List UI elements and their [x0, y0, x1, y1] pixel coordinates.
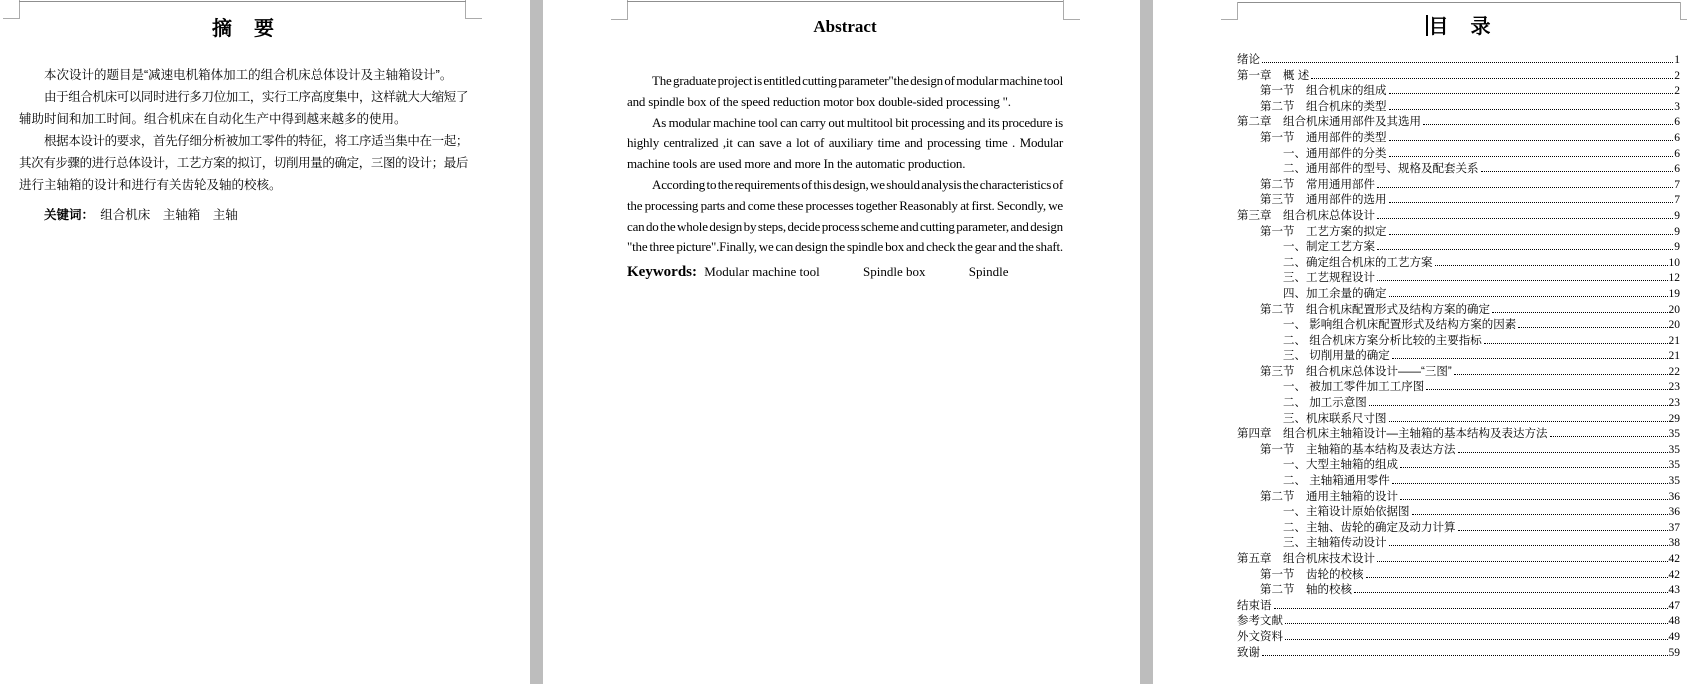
toc-entry-text: 第二节 常用通用部件: [1260, 178, 1375, 191]
page-title-cn-abstract: [19, 16, 468, 42]
dot-leader: [1311, 77, 1673, 79]
toc-entry[interactable]: [1237, 69, 1680, 85]
dot-leader: [1262, 61, 1673, 63]
toc-entry[interactable]: [1237, 53, 1680, 69]
dot-leader: [1389, 108, 1674, 110]
dot-leader: [1458, 451, 1668, 453]
toc-entry-page-number: 35: [1668, 459, 1680, 472]
toc-entry-page-number: 36: [1668, 490, 1680, 503]
dot-leader: [1412, 513, 1668, 515]
toc-entry[interactable]: [1237, 271, 1680, 287]
keywords-label: Keywords:: [627, 264, 697, 281]
dot-leader: [1423, 123, 1673, 125]
toc-entry-page-number: 21: [1668, 334, 1680, 347]
dot-leader: [1377, 560, 1668, 562]
toc-entry-page-number: 42: [1668, 568, 1680, 581]
page-title-text: 摘 要: [212, 18, 275, 40]
toc-entry-page-number: 59: [1668, 646, 1680, 659]
dot-leader: [1400, 466, 1668, 468]
toc-entry-page-number: 29: [1668, 412, 1680, 425]
keyword-term: Spindle box: [863, 264, 926, 280]
toc-entry[interactable]: [1237, 474, 1680, 490]
toc-entry[interactable]: [1237, 178, 1680, 194]
toc-entry-page-number: 9: [1674, 209, 1680, 222]
toc-entry-page-number: 6: [1674, 116, 1680, 129]
toc-entry-page-number: 35: [1668, 428, 1680, 441]
page-title-toc: [1237, 14, 1680, 41]
dot-leader: [1285, 622, 1668, 624]
keywords-line-en: [627, 261, 1063, 283]
toc-entry-page-number: 35: [1668, 443, 1680, 456]
toc-entry-page-number: 37: [1668, 521, 1680, 534]
dot-leader: [1366, 576, 1668, 578]
toc-entry-text: 一、 影响组合机床配置形式及结构方案的因素: [1283, 319, 1517, 332]
toc-entry[interactable]: [1237, 490, 1680, 506]
text-line: As modular machine tool can carry out multitool bit processing and its procedure is: [652, 114, 1063, 130]
toc-entry-text: 第二节 组合机床的类型: [1260, 100, 1387, 113]
toc-content: [1237, 0, 1680, 661]
text-boundary-corner-top-left: [611, 0, 628, 20]
toc-entry-page-number: 6: [1674, 163, 1680, 176]
toc-entry-page-number: 2: [1674, 69, 1680, 82]
text-line: "the three picture".Finally, we can design the spindle box and check the gear and the shaft.: [627, 239, 1063, 255]
toc-entry-page-number: 22: [1668, 365, 1680, 378]
text-line: can do the whole design by steps, decide process scheme and cutting parameter, and design: [627, 218, 1063, 234]
text-line: and spindle box of the speed reduction motor box double-sided processing ".: [627, 93, 1011, 109]
toc-entry-text: 二、 组合机床方案分析比较的主要指标: [1283, 334, 1482, 347]
toc-entry[interactable]: [1237, 552, 1680, 568]
toc-entry-page-number: 7: [1674, 178, 1680, 191]
toc-entry-text: 一、 被加工零件加工工序图: [1283, 381, 1425, 394]
page-abstract-cn[interactable]: [0, 0, 530, 684]
dot-leader: [1369, 404, 1668, 406]
toc-entry-text: 第五章 组合机床技术设计: [1237, 553, 1375, 565]
keyword-term: Spindle: [968, 264, 1009, 280]
toc-entry-text: 二、确定组合机床的工艺方案: [1283, 256, 1433, 269]
dot-leader: [1377, 217, 1673, 219]
page-title-en-abstract: [627, 16, 1063, 38]
dot-leader: [1426, 388, 1667, 390]
toc-entry-page-number: 48: [1668, 615, 1680, 628]
toc-entry-text: 第一节 通用部件的类型: [1260, 131, 1387, 144]
text-line: 本次设计的题目是“减速电机箱体加工的组合机床总体设计及主轴箱设计”。: [44, 68, 453, 82]
page-abstract-en[interactable]: [543, 0, 1140, 684]
toc-entry[interactable]: [1237, 193, 1680, 209]
toc-entry-text: 二、通用部件的型号、规格及配套关系: [1283, 163, 1479, 176]
toc-entry-text: 一、制定工艺方案: [1283, 241, 1375, 254]
toc-entry[interactable]: [1237, 318, 1680, 334]
toc-entry-page-number: 3: [1674, 100, 1680, 113]
toc-entry-text: 外文资料: [1237, 630, 1283, 643]
toc-entry[interactable]: [1237, 412, 1680, 428]
toc-entry-text: 致谢: [1237, 646, 1260, 659]
page-title-text: Abstract: [813, 17, 877, 36]
text-line: 由于组合机床可以同时进行多刀位加工，实行工序高度集中，这样就大大缩短了: [44, 90, 468, 104]
dot-leader: [1377, 248, 1673, 250]
toc-entry[interactable]: [1237, 287, 1680, 303]
toc-entry-page-number: 20: [1668, 319, 1680, 332]
dot-leader: [1389, 544, 1668, 546]
keywords-label: 关键词：: [44, 208, 88, 222]
text-cursor: [1426, 15, 1428, 36]
text-boundary-corner-top-left: [1221, 2, 1238, 20]
toc-entry-text: 第一节 工艺方案的拟定: [1260, 225, 1387, 238]
toc-entry-page-number: 23: [1668, 381, 1680, 394]
toc-entry[interactable]: [1237, 334, 1680, 350]
toc-entry-text: 第一节 主轴箱的基本结构及表达方法: [1260, 443, 1456, 456]
toc-entry-text: 一、通用部件的分类: [1283, 147, 1387, 160]
toc-entry-page-number: 43: [1668, 584, 1680, 597]
dot-leader: [1454, 373, 1668, 375]
toc-entry[interactable]: [1237, 240, 1680, 256]
toc-entry-text: 第三节 通用部件的选用: [1260, 194, 1387, 207]
toc-entry[interactable]: [1237, 131, 1680, 147]
toc-entry[interactable]: [1237, 100, 1680, 116]
text-line: 其次有步骤的进行总体设计，工艺方案的拟订，切削用量的确定，三图的设计；最后: [19, 156, 468, 170]
toc-entry-text: 二、 加工示意图: [1283, 397, 1367, 410]
toc-entry-page-number: 6: [1674, 147, 1680, 160]
toc-entry-text: 四、加工余量的确定: [1283, 287, 1387, 300]
toc-entry-text: 第二节 轴的校核: [1260, 584, 1352, 597]
dot-leader: [1400, 498, 1668, 500]
dot-leader: [1518, 326, 1667, 328]
text-line: The graduate project is entitled cutting parameter"the design of modular machine tool: [652, 73, 1063, 88]
keywords-terms: 组合机床 主轴箱 主轴: [87, 208, 238, 222]
toc-entry-text: 绪论: [1237, 54, 1260, 66]
toc-entry[interactable]: [1237, 303, 1680, 319]
dot-leader: [1377, 186, 1673, 188]
dot-leader: [1481, 170, 1674, 172]
toc-entry-page-number: 49: [1668, 630, 1680, 643]
dot-leader: [1354, 591, 1668, 593]
text-boundary-corner-top-right: [1063, 0, 1080, 20]
dot-leader: [1389, 139, 1674, 141]
toc-entry-page-number: 20: [1668, 303, 1680, 316]
toc-entry-text: 二、 主轴箱通用零件: [1283, 475, 1390, 488]
dot-leader: [1550, 435, 1668, 437]
toc-entry[interactable]: [1237, 521, 1680, 537]
toc-entry-text: 二、主轴、齿轮的确定及动力计算: [1283, 521, 1456, 534]
toc-entry-page-number: 23: [1668, 397, 1680, 410]
toc-entry-text: 一、主箱设计原始依据图: [1283, 506, 1410, 519]
toc-entry-page-number: 36: [1668, 506, 1680, 519]
keywords-line-cn: [19, 204, 468, 226]
toc-entry-page-number: 10: [1668, 256, 1680, 269]
page-title-text: 目 录: [1428, 16, 1492, 38]
toc-entry-text: 三、主轴箱传动设计: [1283, 537, 1387, 550]
toc-entry[interactable]: [1237, 505, 1680, 521]
abstract-en-content: [627, 0, 1063, 283]
toc-entry[interactable]: [1237, 256, 1680, 272]
toc-entry-page-number: 7: [1674, 194, 1680, 207]
text-line: According to the requirements of this design, we should analysis the characteristics of: [652, 176, 1063, 192]
abstract-cn-content: [19, 0, 468, 226]
toc-entry-text: 第二节 组合机床配置形式及结构方案的确定: [1260, 303, 1490, 316]
dot-leader: [1285, 638, 1668, 640]
toc-entry-text: 一、大型主轴箱的组成: [1283, 459, 1398, 472]
toc-entry[interactable]: [1237, 458, 1680, 474]
dot-leader: [1389, 295, 1668, 297]
toc-entry-page-number: 47: [1668, 599, 1680, 612]
toc-entry-text: 第一节 齿轮的校核: [1260, 568, 1364, 581]
dot-leader: [1389, 420, 1668, 422]
dot-leader: [1435, 264, 1668, 266]
dot-leader: [1389, 92, 1674, 94]
text-line: 根据本设计的要求，首先仔细分析被加工零件的特征，将工序适当集中在一起；: [44, 134, 468, 148]
toc-entry-text: 第四章 组合机床主轴箱设计—主轴箱的基本结构及表达方法: [1237, 428, 1548, 441]
toc-entry-text: 结束语: [1237, 599, 1272, 612]
toc-entry[interactable]: [1237, 365, 1680, 381]
toc-list: [1237, 53, 1680, 661]
toc-entry-page-number: 12: [1668, 272, 1680, 285]
toc-entry[interactable]: [1237, 646, 1680, 662]
text-line: machine tools are used more and more In the automatic production.: [627, 156, 966, 172]
dot-leader: [1274, 607, 1668, 609]
toc-entry-text: 第三章 组合机床总体设计: [1237, 209, 1375, 222]
toc-entry-text: 第三节 组合机床总体设计——“三图”: [1260, 365, 1452, 378]
dot-leader: [1389, 233, 1674, 235]
toc-entry[interactable]: [1237, 115, 1680, 131]
toc-entry-page-number: 35: [1668, 475, 1680, 488]
toc-entry[interactable]: [1237, 614, 1680, 630]
text-line: highly centralized ,it can save a lot of auxiliary time and processing time . Modular: [627, 135, 1063, 151]
toc-entry[interactable]: [1237, 147, 1680, 163]
toc-entry[interactable]: [1237, 380, 1680, 396]
dot-leader: [1262, 654, 1668, 656]
dot-leader: [1492, 311, 1668, 313]
text-line: 辅助时间和加工时间。组合机床在自动化生产中得到越来越多的使用。: [19, 112, 407, 126]
dot-leader: [1392, 482, 1668, 484]
toc-entry[interactable]: [1237, 162, 1680, 178]
toc-entry[interactable]: [1237, 443, 1680, 459]
toc-entry[interactable]: [1237, 349, 1680, 365]
text-line: 进行主轴箱的设计和进行有关齿轮及轴的校核。: [19, 178, 282, 192]
dot-leader: [1458, 529, 1668, 531]
toc-entry-text: 第二章 组合机床通用部件及其选用: [1237, 116, 1421, 129]
toc-entry[interactable]: [1237, 225, 1680, 241]
toc-entry-text: 三、工艺规程设计: [1283, 272, 1375, 285]
toc-entry[interactable]: [1237, 427, 1680, 443]
toc-entry-text: 三、机床联系尺寸图: [1283, 412, 1387, 425]
toc-entry-text: 第一章 概 述: [1237, 69, 1310, 82]
toc-entry[interactable]: [1237, 396, 1680, 412]
toc-entry[interactable]: [1237, 209, 1680, 225]
toc-entry-page-number: 9: [1674, 225, 1680, 238]
toc-entry-page-number: 19: [1668, 287, 1680, 300]
dot-leader: [1484, 342, 1668, 344]
toc-entry-page-number: 21: [1668, 350, 1680, 363]
toc-entry[interactable]: [1237, 630, 1680, 646]
toc-entry[interactable]: [1237, 84, 1680, 100]
dot-leader: [1392, 357, 1668, 359]
toc-entry-text: 参考文献: [1237, 615, 1283, 628]
page-table-of-contents[interactable]: [1153, 0, 1687, 684]
toc-entry-text: 第二节 通用主轴箱的设计: [1260, 490, 1398, 503]
toc-entry-page-number: 38: [1668, 537, 1680, 550]
dot-leader: [1377, 279, 1668, 281]
text-line: the processing parts and come these processes together Reasonably at first. Secondly, we: [627, 197, 1063, 213]
dot-leader: [1389, 155, 1674, 157]
toc-entry-page-number: 6: [1674, 131, 1680, 144]
toc-entry-page-number: 2: [1674, 85, 1680, 98]
toc-entry[interactable]: [1237, 568, 1680, 584]
abstract-cn-body: [19, 64, 468, 196]
toc-entry[interactable]: [1237, 583, 1680, 599]
text-boundary-corner-top-left: [3, 0, 20, 19]
dot-leader: [1389, 201, 1674, 203]
toc-entry-page-number: 9: [1674, 241, 1680, 254]
toc-entry[interactable]: [1237, 536, 1680, 552]
toc-entry-text: 三、 切削用量的确定: [1283, 350, 1390, 363]
text-boundary-corner-top-right: [1680, 2, 1687, 20]
toc-entry-page-number: 42: [1668, 553, 1680, 565]
keyword-term: Modular machine tool: [704, 264, 820, 280]
toc-entry[interactable]: [1237, 599, 1680, 615]
toc-entry-text: 第一节 组合机床的组成: [1260, 85, 1387, 98]
abstract-en-body: [627, 71, 1063, 258]
toc-entry-page-number: 1: [1674, 54, 1680, 66]
